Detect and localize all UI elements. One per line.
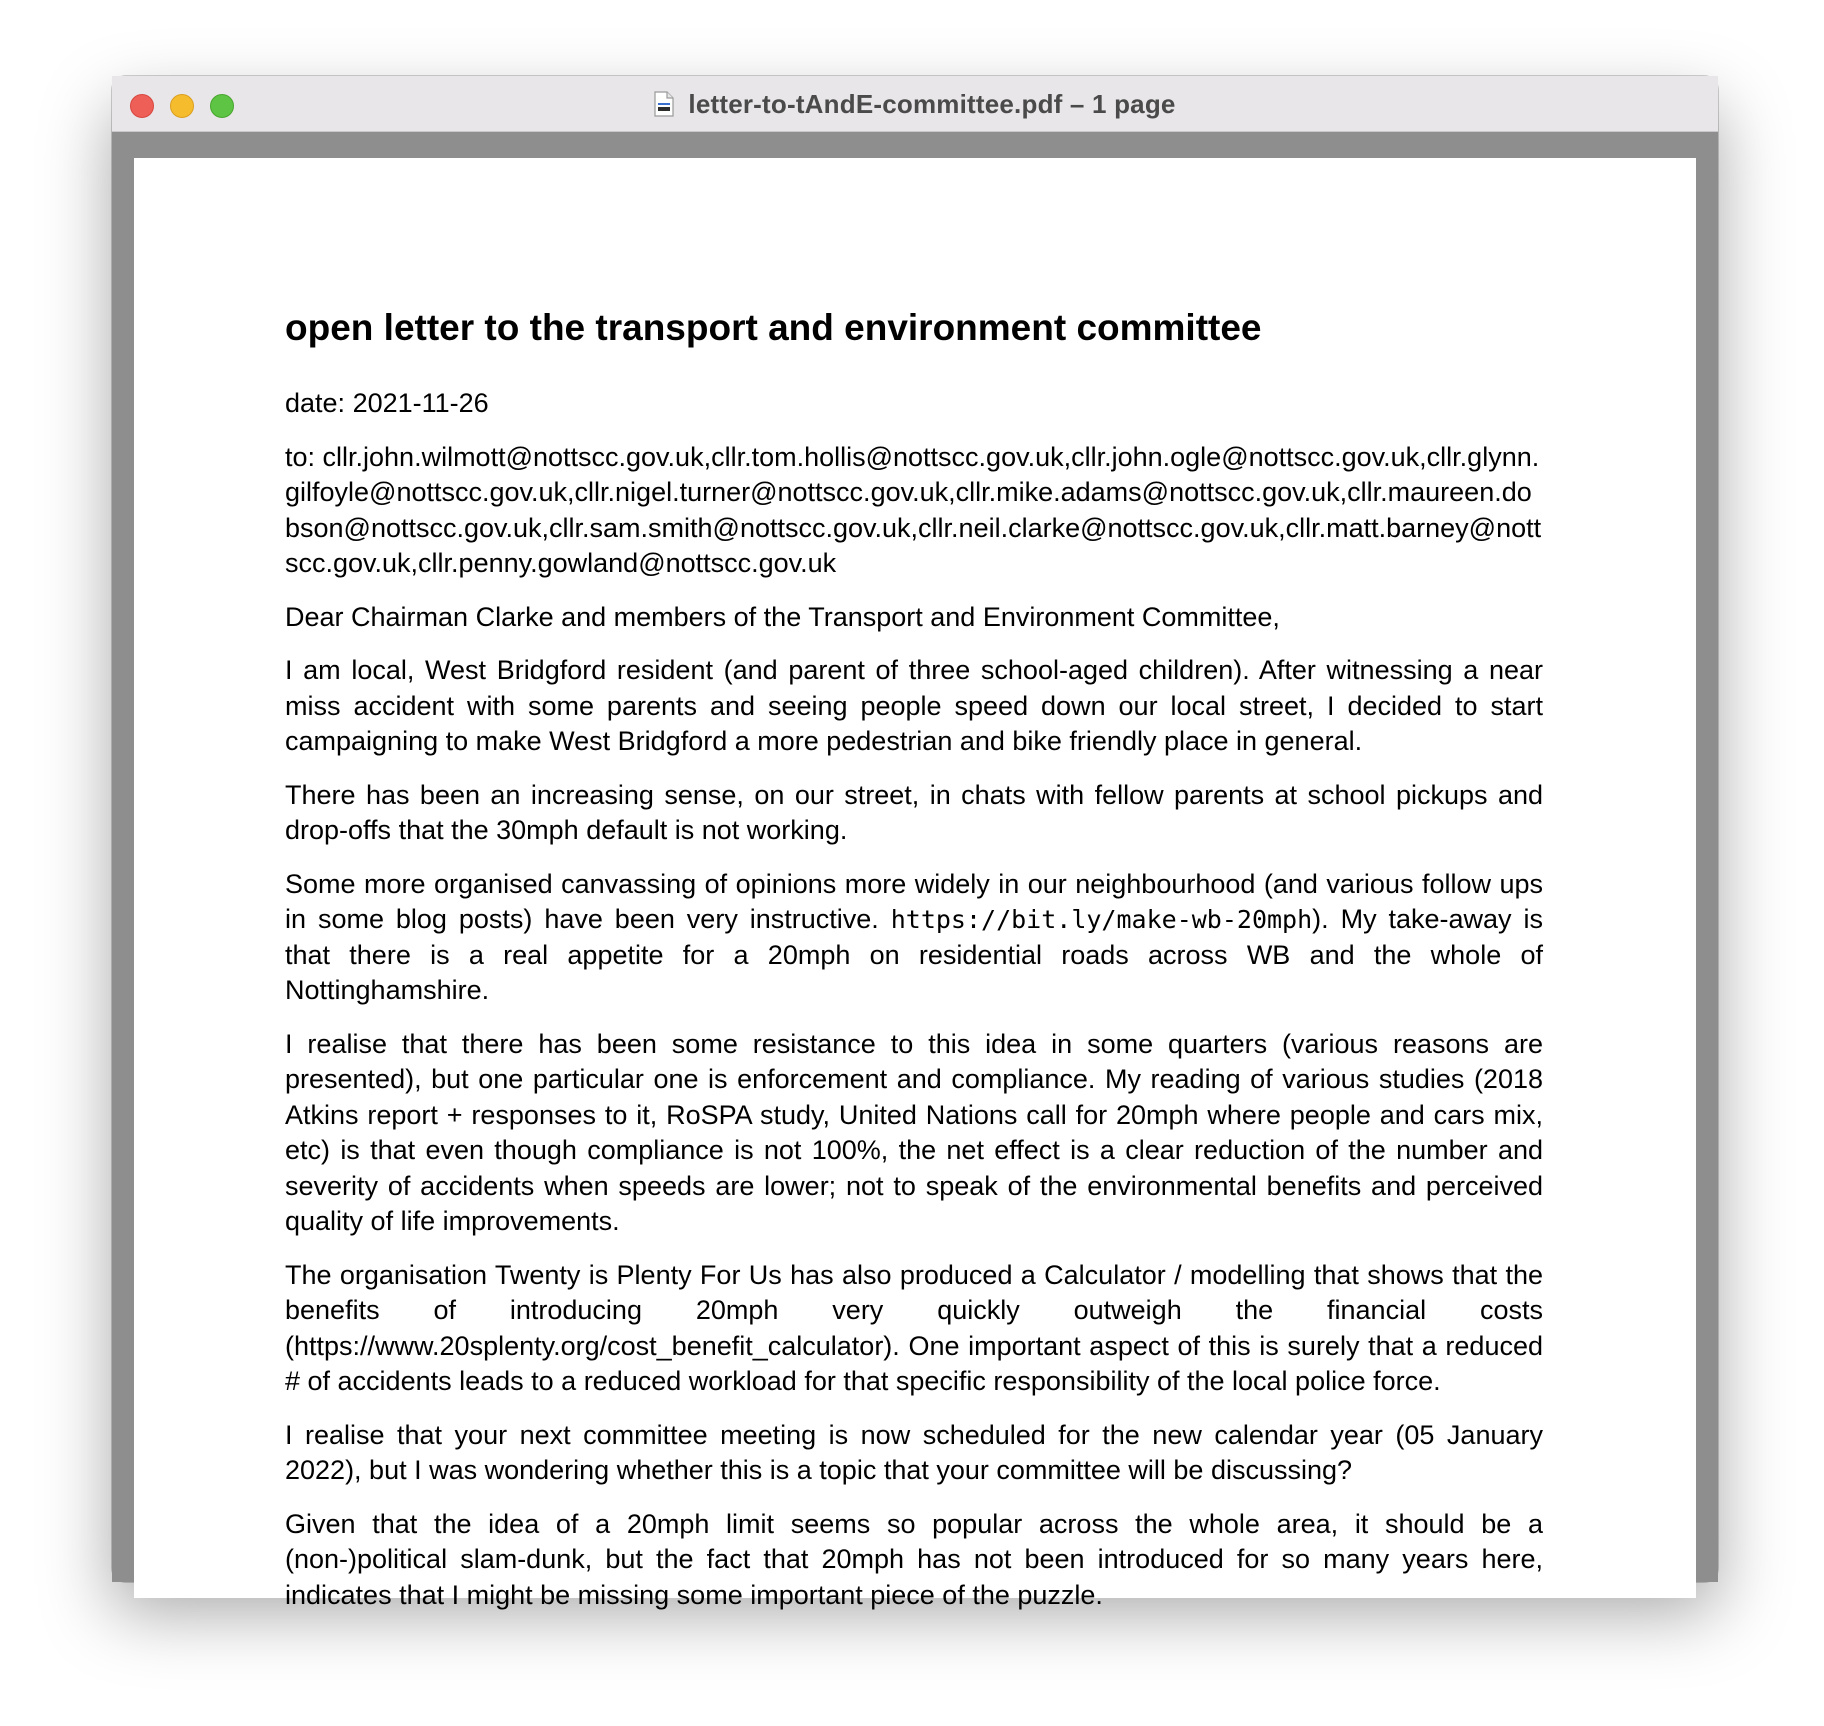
date-value: 2021-11-26 — [352, 388, 489, 419]
pdf-preview-window — [112, 76, 1718, 1610]
page-text — [285, 306, 1543, 1631]
paragraph-4: I realise that there has been some resistance to this idea in some quarters (various reasons are presented), but one particular one is enforcement and compliance. My reading of various studies (2018 Atkins report + responses to it, RoSPA study, United Nations call for 20mph where people and cars mix, etc) is that even though compliance is not 100%, the net effect is a clear reduction of the number and severity of accidents when speeds are lower; not to speak of the environmental benefits and perceived quality of life improvements. — [285, 1028, 1543, 1237]
paragraph-5: The organisation Twenty is Plenty For Us has also produced a Calculator / modelling that shows that the benefits of introducing 20mph very quickly outweigh the financial costs (https://www.20splenty.org/cost_benefit_calculator). One important aspect of this is surely that a reduced # of accidents leads to a reduced workload for that specific responsibility of the local police force. — [285, 1259, 1543, 1397]
paragraph-7: Given that the idea of a 20mph limit seems so popular across the whole area, it should be a (non-)political slam-dunk, but the fact that 20mph has not been introduced for so many years here, indicates that I might be missing some important piece of the puzzle. — [285, 1508, 1543, 1610]
paragraph-3-text: Some more organised canvassing of opinions more widely in our neighbourhood (and various follow ups in some blog posts) have been very instructive. — [285, 868, 1543, 935]
paragraph-1: I am local, West Bridgford resident (and parent of three school-aged children). After witnessing a near miss accident with some parents and seeing people speed down our local street, I decided to start campaigning to make West Bridgford a more pedestrian and bike friendly place in general. — [285, 655, 1543, 757]
title-group — [112, 76, 1718, 132]
salutation: Dear Chairman Clarke and members of the Transport and Environment Committee, — [285, 601, 1280, 632]
date-line — [285, 386, 1543, 422]
window-title: letter-to-tAndE-committee.pdf – 1 page — [688, 88, 1176, 119]
document-viewport[interactable] — [112, 132, 1718, 1610]
blog-link[interactable]: https://bit.ly/make-wb-20mph — [890, 905, 1313, 935]
pdf-page — [134, 158, 1696, 1610]
pdf-document-icon — [654, 91, 674, 117]
paragraph-2: There has been an increasing sense, on our street, in chats with fellow parents at school pickups and drop-offs that the 30mph default is not working. — [285, 779, 1543, 846]
recipients-line: to: cllr.john.wilmott@nottscc.gov.uk,cllr.tom.hollis@nottscc.gov.uk,cllr.john.ogle@nottscc.gov.uk,cllr.glynn.gilfoyle@nottscc.gov.uk,cllr.nigel.turner@nottscc.gov.uk,cllr.mike.adams@nottscc.gov.uk,cllr.maureen.dobson@nottscc.gov.uk,cllr.sam.smith@nottscc.gov.uk,cllr.neil.clarke@nottscc.gov.uk,cllr.matt.barney@nottscc.gov.uk,cllr.penny.gowland@nottscc.gov.uk — [285, 441, 1542, 579]
paragraph-3-tail: ). My take-away is that there is a real appetite for a 20mph on residential roads across WB and the whole of Nottinghamshire. — [285, 904, 1543, 1006]
paragraph-6: I realise that your next committee meeting is now scheduled for the new calendar year (05 January 2022), but I was wondering whether this is a topic that your committee will be discussing? — [285, 1419, 1543, 1486]
title-bar[interactable] — [112, 76, 1718, 132]
letter-heading: open letter to the transport and environment committee — [285, 307, 1262, 348]
paragraph-3 — [285, 867, 1543, 1009]
date-label: date: — [285, 388, 346, 419]
